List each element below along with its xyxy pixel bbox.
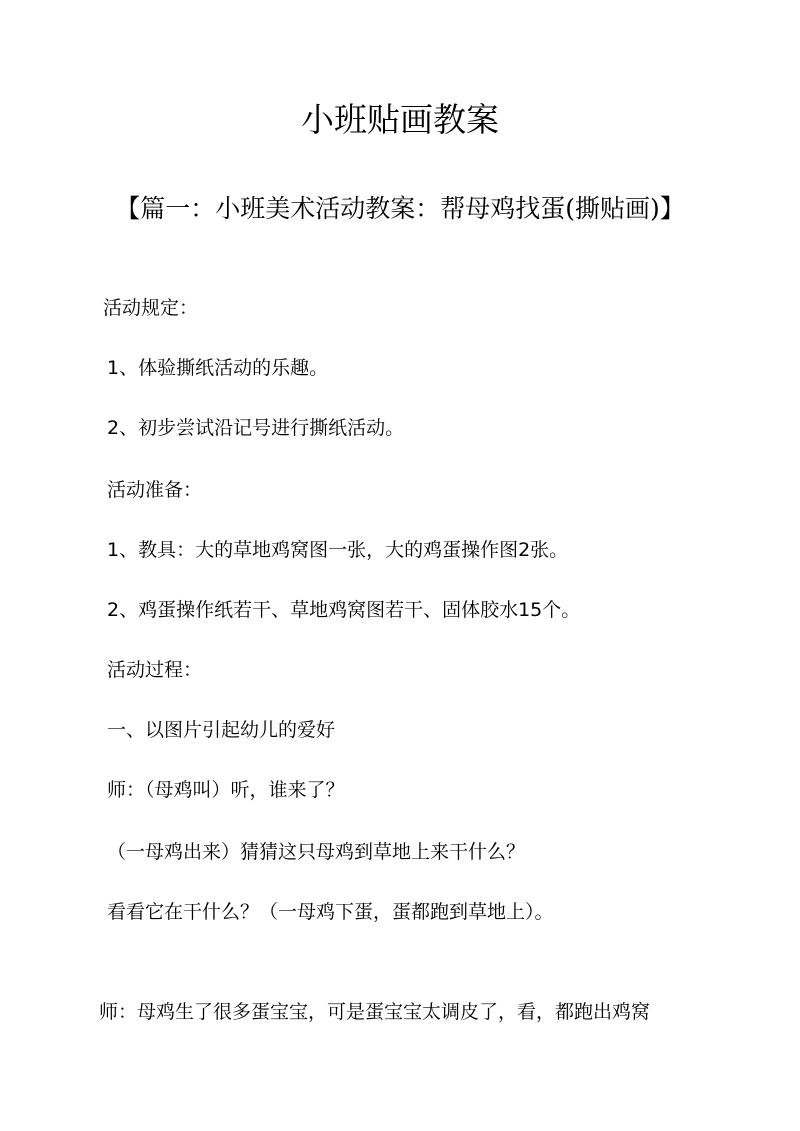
- text-line: 一、以图片引起幼儿的爱好: [107, 719, 336, 741]
- text-line-activity-process: 活动过程：: [107, 659, 203, 681]
- text-line: 2、鸡蛋操作纸若干、草地鸡窝图若干、固体胶水15个。: [107, 599, 581, 621]
- text-line: 师：母鸡生了很多蛋宝宝，可是蛋宝宝太调皮了，看，都跑出鸡窝: [99, 1001, 651, 1023]
- text-line: （一母鸡出来）猜猜这只母鸡到草地上来干什么？: [107, 841, 526, 863]
- text-line: 1、教具：大的草地鸡窝图一张，大的鸡蛋操作图2张。: [107, 539, 569, 561]
- text-line-activity-requirements: 活动规定：: [103, 297, 199, 319]
- text-line: 师：（母鸡叫）听，谁来了？: [107, 779, 345, 801]
- text-line: 1、体验撕纸活动的乐趣。: [107, 357, 329, 379]
- section-heading: 【篇一：小班美术活动教案：帮母鸡找蛋(撕贴画)】: [115, 194, 685, 223]
- page-title: 小班贴画教案: [301, 100, 499, 139]
- text-line: 2、初步尝试沿记号进行撕纸活动。: [107, 417, 405, 439]
- text-line-activity-preparation: 活动准备：: [107, 479, 203, 501]
- text-line: 看看它在干什么？（一母鸡下蛋，蛋都跑到草地上）。: [107, 901, 554, 923]
